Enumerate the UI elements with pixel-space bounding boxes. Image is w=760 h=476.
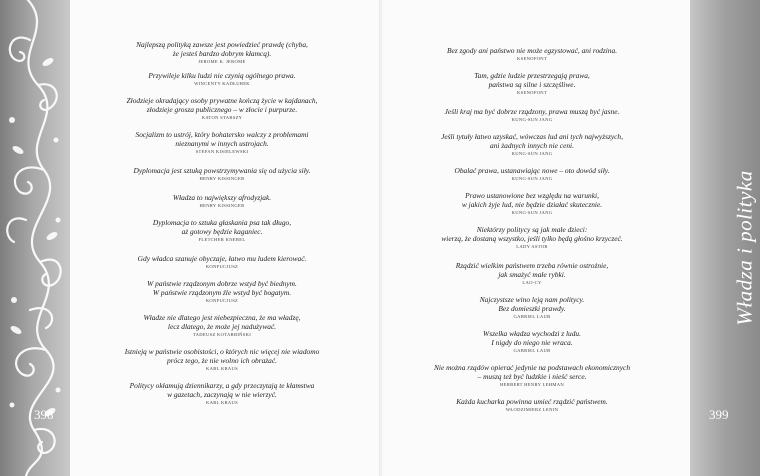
quote [72,279,372,303]
quote-author: STEFAN KISIELEWSKI [195,149,249,154]
quote [382,46,682,61]
quote-author: KATON STARSZY [201,115,243,120]
quote-text: Władze nie dlatego jest niebezpieczna, że ma władzę, lecz dlatego, że może jej nadużywać. [143,313,301,331]
quote-text: Jeśli kraj ma być dobrze rządzony, prawa muszą być jasne. [444,107,620,116]
quote-text: Każda kucharka powinna umieć rządzić państwem. [456,397,608,406]
quote-author: HENRY KISSINGER [199,176,245,181]
quote [72,193,372,208]
quote-text: Istnieją w państwie osobistości, o których nic więcej nie wiadomo prócz tego, że nie wolno ich obrażać. [124,347,320,365]
quote-author: WINCENTY KADŁUBEK [194,81,250,86]
quote-author: LAO-CY [522,280,542,285]
quote [72,381,372,405]
quote-author: HERBERT HENRY LEHMAN [500,382,564,387]
quote [382,191,682,215]
quote [72,71,372,86]
quote [72,218,372,242]
quote [72,40,372,64]
quote-author: KUNG-SUN JANG [511,151,553,156]
quote-text: Niektórzy politycy są jak małe dzieci: wierzą, że dostaną wszystko, jeśli tylko będą głośno krzyczeć. [441,225,623,243]
quote [382,107,682,122]
quote [382,295,682,319]
quote [382,397,682,412]
quote-author: JEROME K. JEROME [198,59,246,64]
quote [72,254,372,269]
quote-author: LADY ASTOR [516,244,548,249]
page-number-left: 398 [34,407,54,422]
quote [72,166,372,181]
quote-author: KUNG-SUN JANG [511,176,553,181]
quote-author: KSENOFONT [516,56,547,61]
quote-author: HENRY KISSINGER [199,203,245,208]
right-page [382,40,682,412]
left-page [72,40,372,405]
quote [72,96,372,120]
quote-text: Dyplomacja jest sztuką powstrzymywania się od użycia siły. [133,166,311,175]
quote-author: GABRIEL LAUB [513,314,551,319]
quote-text: Prawo ustanowione bez względu na warunki, w jakich żyje lud, nie będzie działać skutecznie. [461,191,603,209]
quote-author: KUNG-SUN JANG [511,210,553,215]
quote [72,130,372,154]
quote-author: KSENOFONT [516,90,547,95]
quote-text: Najlepszą polityką zawsze jest powiedzieć prawdę (chyba, że jesteś bardzo dobrym kłamcą). [136,40,308,58]
quote-author: KARL KRAUS [205,366,239,371]
quote [382,166,682,181]
quote [72,313,372,337]
quote [382,132,682,156]
quote [382,261,682,285]
quote-author: KONFUCJUSZ [205,264,239,269]
quote-text: Władza to największy afrodyzjak. [172,193,272,202]
quote [382,329,682,353]
quote-text: Złodzieje okradający osoby prywatne kończą życie w kajdanach, złodzieje grosza publicznego – w złocie i purpurze. [126,96,318,114]
quote [382,363,682,387]
quote [382,71,682,95]
quote-author: KARL KRAUS [205,400,239,405]
quote [72,347,372,371]
quote-text: W państwie rządzonym dobrze wstyd być biednym. W państwie rządzonym źle wstyd być bogatym. [147,279,297,297]
quote-text: Przywileje kilku ludzi nie czynią ogólnego prawa. [148,71,296,80]
quote-text: Najczystsze wino leją nam politycy. Bez domieszki prawdy. [479,295,585,313]
quote-text: Nie można rządów opierać jedynie na podstawach ekonomicznych – muszą też być ludzkie i nieść serce. [433,363,631,381]
quote [382,225,682,249]
quote-author: KUNG-SUN JANG [511,117,553,122]
quote-author: TADEUSZ KOTARBIŃSKI [192,332,252,337]
quote-text: Politycy okłamują dziennikarzy, a gdy przeczytają te kłamstwa w gazetach, zaczynają w nie wierzyć. [129,381,315,399]
quote-author: KONFUCJUSZ [205,298,239,303]
quote-text: Wszelka władza wychodzi z ludu. I nigdy do niego nie wraca. [483,329,581,347]
floral-ornament-icon [0,0,70,476]
quote-text: Bez zgody ani państwo nie może egzystować, ani rodzina. [446,46,618,55]
quote-author: WŁODZIMIERZ LENIN [505,407,559,412]
quote-text: Rządzić wielkim państwem trzeba równie ostrożnie, jak smażyć małe rybki. [455,261,609,279]
quote-text: Gdy władca szanuje obyczaje, łatwo mu ludem kierować. [137,254,307,263]
quote-text: Dyplomacja to sztuka głaskania psa tak długo, aż gotowy będzie kaganiec. [152,218,292,236]
section-title: Władza i polityka [732,170,757,326]
quote-text: Tam, gdzie ludzie przestrzegają prawa, państwa są silne i szczęśliwe. [474,71,590,89]
quote-author: FLETCHER KNEBEL [198,237,246,242]
quote-text: Obalać prawa, ustanawiając nowe – oto dowód siły. [454,166,610,175]
floral-ornament-border [0,0,70,476]
quote-text: Jeśli tytuły łatwo uzyskać, wówczas lud ani tych najwyższych, ani żadnych innych nie ceni. [441,132,623,150]
quote-text: Socjalizm to ustrój, który bohatersko walczy z problemami nieznanymi w innych ustrojach. [135,130,309,148]
quote-author: GABRIEL LAUB [513,348,551,353]
page-number-right: 399 [709,407,729,422]
